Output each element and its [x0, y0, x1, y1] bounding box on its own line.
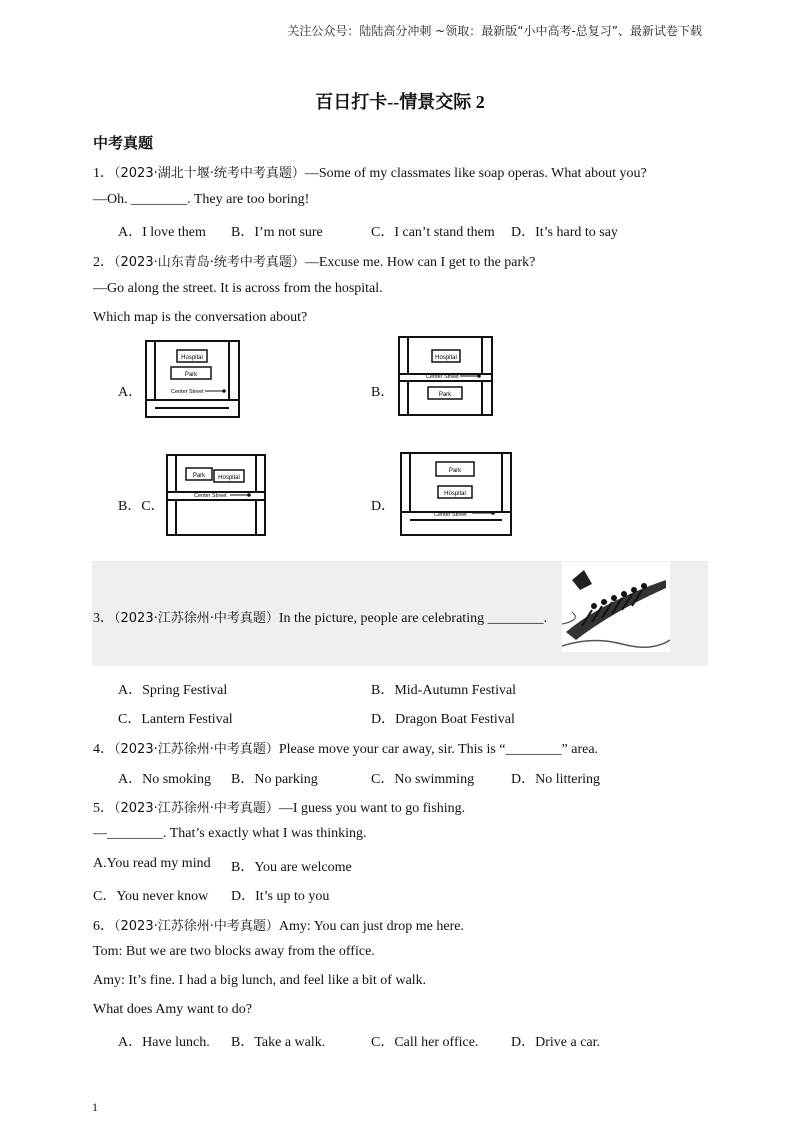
question-4-stem: 4．（2023·江苏徐州·中考真题）Please move your car away, sir. This is “________” area.: [93, 742, 599, 757]
map-b-image: [398, 336, 493, 421]
svg-text:Hospital: Hospital: [218, 475, 240, 481]
q6-option-c: C．Call her office.: [371, 1035, 479, 1050]
svg-text:Park: Park: [448, 468, 462, 474]
q3-option-a: A．Spring Festival: [118, 683, 228, 698]
q5-option-c: C．You never know: [93, 889, 209, 904]
svg-text:Park: Park: [438, 392, 452, 398]
svg-text:Center Street: Center Street: [434, 512, 467, 518]
q1-option-c: C．I can’t stand them: [371, 225, 495, 240]
question-1-stem: 1．（2023·湖北十堰·统考中考真题）—Some of my classmates like soap operas. What about you?: [93, 166, 647, 181]
svg-text:Center Street: Center Street: [194, 493, 227, 499]
svg-text:Hospital: Hospital: [435, 355, 457, 361]
q5-option-b: B．You are welcome: [231, 860, 352, 875]
q2-option-d-label: D．: [371, 499, 396, 514]
question-6-line3: Amy: It’s fine. I had a big lunch, and feel like a bit of walk.: [93, 973, 427, 988]
q3-option-c: C．Lantern Festival: [118, 712, 233, 727]
question-5-line2: —________. That’s exactly what I was thinking.: [93, 826, 367, 841]
promo-header: 关注公众号：陆陆高分冲刺 ~领取：最新版“小中高考-总复习”、最新试卷下载: [287, 24, 702, 38]
question-6-line2: Tom: But we are two blocks away from the office.: [93, 944, 375, 959]
svg-text:Center Street: Center Street: [171, 389, 204, 395]
question-5-stem: 5．（2023·江苏徐州·中考真题）—I guess you want to go fishing.: [93, 801, 466, 816]
question-2-line2: —Go along the street. It is across from the hospital.: [93, 281, 383, 296]
page-title: 百日打卡--情景交际 2: [315, 92, 485, 112]
q1-option-b: B．I’m not sure: [231, 225, 323, 240]
dragon-boat-picture: [562, 562, 670, 657]
question-6-stem: 6．（2023·江苏徐州·中考真题）Amy: You can just drop me here.: [93, 919, 464, 934]
map-d-image: [400, 452, 512, 541]
q2-option-b-label: B．: [371, 385, 395, 400]
q1-option-a: A．I love them: [118, 225, 206, 240]
q4-option-a: A．No smoking: [118, 772, 211, 787]
map-c-image: [166, 454, 266, 541]
q3-option-b: B．Mid-Autumn Festival: [371, 683, 517, 698]
q5-option-a: A.You read my mind: [93, 856, 211, 871]
svg-text:Hospital: Hospital: [181, 355, 203, 361]
q6-option-d: D．Drive a car.: [511, 1035, 601, 1050]
q4-option-b: B．No parking: [231, 772, 318, 787]
q5-option-d: D．It’s up to you: [231, 889, 330, 904]
svg-text:Center Street: Center Street: [426, 374, 459, 380]
q6-option-b: B．Take a walk.: [231, 1035, 326, 1050]
svg-text:Hospital: Hospital: [444, 491, 466, 497]
page-number: 1: [92, 1100, 98, 1114]
q2-option-a-label: A．: [118, 385, 143, 400]
q2-option-c-label: B．C．: [118, 499, 165, 514]
q1-option-d: D．It’s hard to say: [511, 225, 618, 240]
svg-text:Park: Park: [184, 372, 198, 378]
question-3-stem: 3．（2023·江苏徐州·中考真题）In the picture, people are celebrating ________.: [93, 611, 548, 626]
question-2-line3: Which map is the conversation about?: [93, 310, 308, 325]
q4-option-d: D．No littering: [511, 772, 601, 787]
section-heading: 中考真题: [93, 136, 154, 152]
svg-text:Park: Park: [192, 473, 206, 479]
question-6-line4: What does Amy want to do?: [93, 1002, 253, 1017]
q3-option-d: D．Dragon Boat Festival: [371, 712, 515, 727]
map-a-image: [145, 340, 240, 423]
q6-option-a: A．Have lunch.: [118, 1035, 210, 1050]
question-2-stem: 2．（2023·山东青岛·统考中考真题）—Excuse me. How can I get to the park?: [93, 255, 536, 270]
question-1-line2: —Oh. ________. They are too boring!: [93, 192, 310, 207]
q4-option-c: C．No swimming: [371, 772, 475, 787]
